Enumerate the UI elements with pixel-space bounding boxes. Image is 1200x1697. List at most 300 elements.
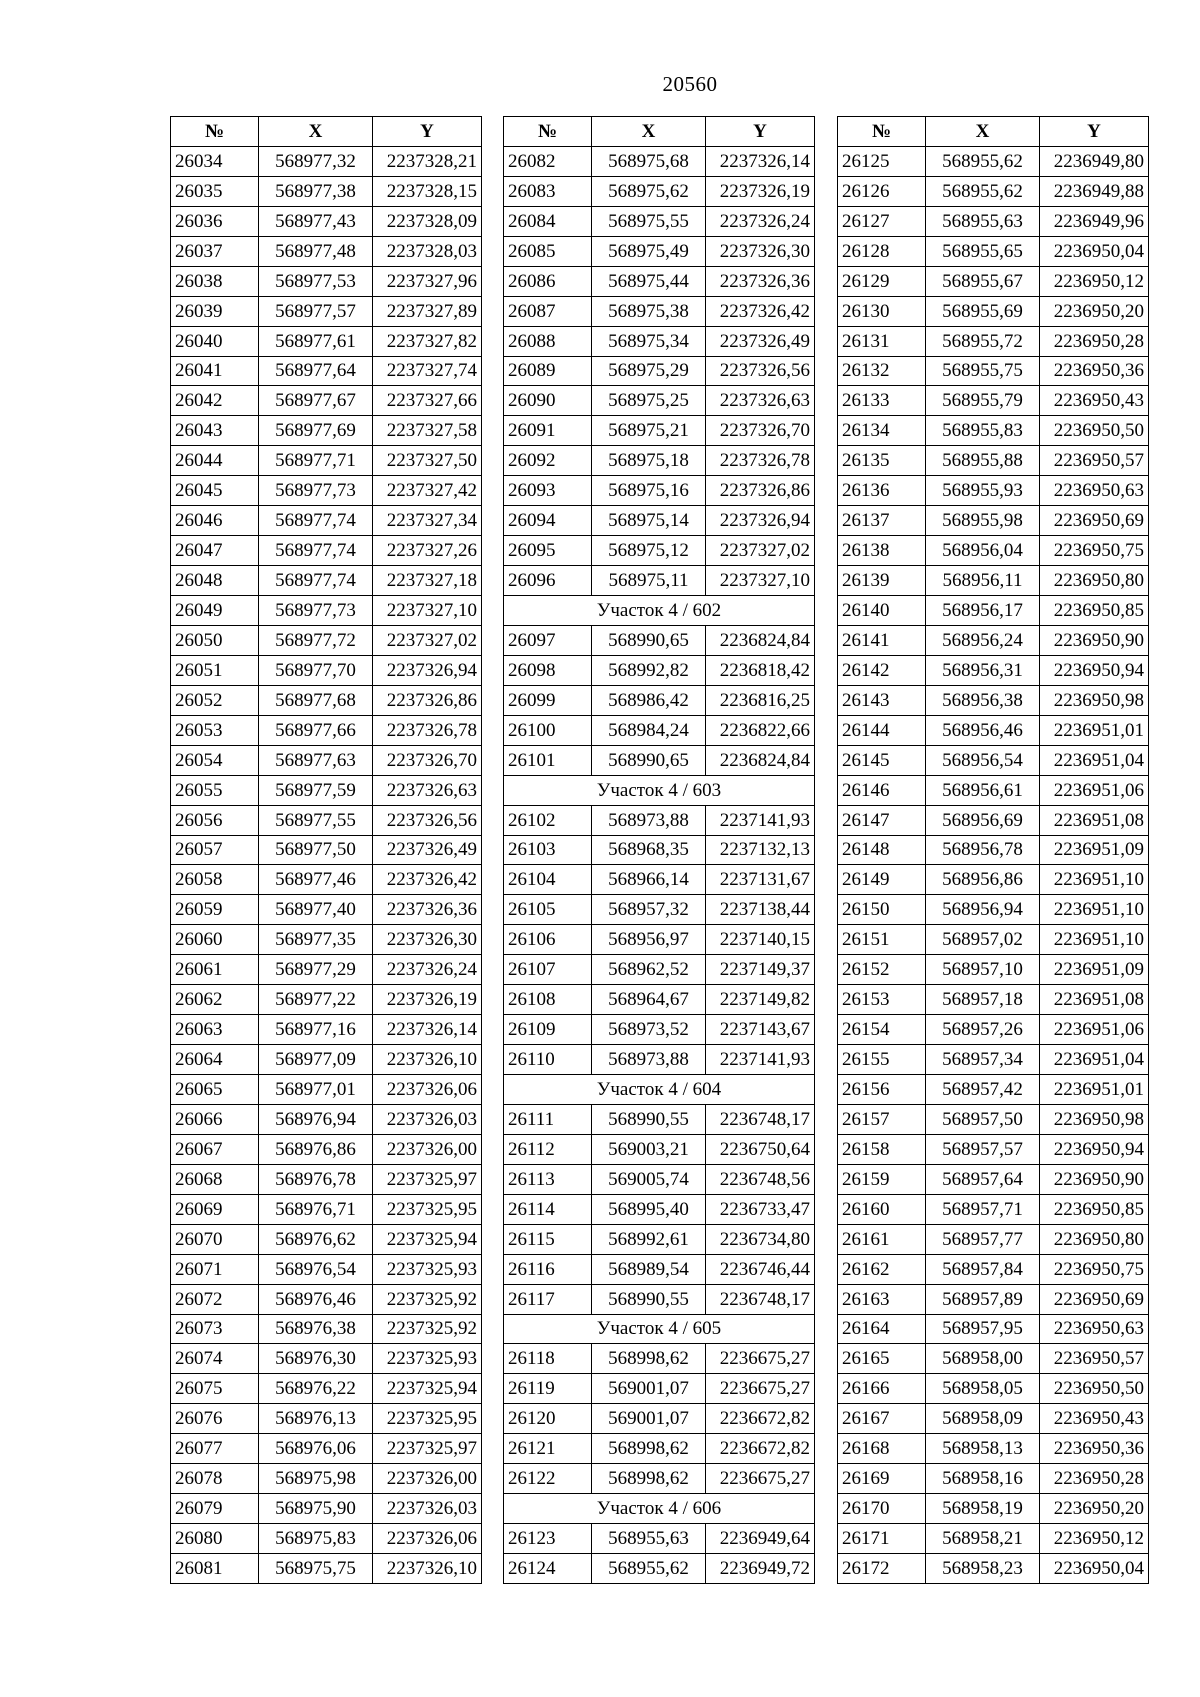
header-x: X: [592, 117, 706, 147]
table-row: [838, 685, 1149, 715]
point-number-cell: 26112: [504, 1134, 592, 1164]
point-number-cell: 26120: [504, 1404, 592, 1434]
x-coordinate-cell: 568955,69: [926, 296, 1040, 326]
table-row: [838, 625, 1149, 655]
y-coordinate-cell: 2236950,04: [1040, 236, 1149, 266]
x-coordinate-cell: 568977,48: [259, 236, 373, 266]
point-number-cell: 26118: [504, 1344, 592, 1374]
point-number-cell: 26082: [504, 146, 592, 176]
y-coordinate-cell: 2236951,04: [1040, 745, 1149, 775]
table-row: [838, 1314, 1149, 1344]
point-number-cell: 26151: [838, 925, 926, 955]
point-number-cell: 26105: [504, 895, 592, 925]
y-coordinate-cell: 2236950,28: [1040, 326, 1149, 356]
y-coordinate-cell: 2236950,43: [1040, 386, 1149, 416]
x-coordinate-cell: 568998,62: [592, 1434, 706, 1464]
x-coordinate-cell: 568955,79: [926, 386, 1040, 416]
table-row: [171, 326, 482, 356]
table-row: [504, 715, 815, 745]
y-coordinate-cell: 2237326,03: [373, 1494, 482, 1524]
point-number-cell: 26058: [171, 865, 259, 895]
x-coordinate-cell: 568955,62: [926, 176, 1040, 206]
table-row: [838, 745, 1149, 775]
table-row: [504, 566, 815, 596]
x-coordinate-cell: 568973,88: [592, 1045, 706, 1075]
x-coordinate-cell: 568955,88: [926, 446, 1040, 476]
point-number-cell: 26066: [171, 1104, 259, 1134]
point-number-cell: 26171: [838, 1524, 926, 1554]
point-number-cell: 26124: [504, 1554, 592, 1584]
x-coordinate-cell: 568957,77: [926, 1224, 1040, 1254]
point-number-cell: 26049: [171, 596, 259, 626]
y-coordinate-cell: 2236951,09: [1040, 955, 1149, 985]
table-row: [171, 655, 482, 685]
x-coordinate-cell: 568957,95: [926, 1314, 1040, 1344]
point-number-cell: 26160: [838, 1194, 926, 1224]
y-coordinate-cell: 2236748,17: [706, 1104, 815, 1134]
point-number-cell: 26148: [838, 835, 926, 865]
x-coordinate-cell: 568975,11: [592, 566, 706, 596]
table-row: [171, 775, 482, 805]
table-row: [838, 1075, 1149, 1105]
x-coordinate-cell: 568973,52: [592, 1015, 706, 1045]
section-title: Участок 4 / 602: [504, 596, 815, 626]
point-number-cell: 26141: [838, 625, 926, 655]
point-number-cell: 26093: [504, 476, 592, 506]
table-row: [504, 386, 815, 416]
x-coordinate-cell: 568977,46: [259, 865, 373, 895]
table-row: [504, 1344, 815, 1374]
y-coordinate-cell: 2236746,44: [706, 1254, 815, 1284]
y-coordinate-cell: 2236950,28: [1040, 1464, 1149, 1494]
y-coordinate-cell: 2236675,27: [706, 1344, 815, 1374]
y-coordinate-cell: 2237140,15: [706, 925, 815, 955]
table-row: [504, 1164, 815, 1194]
table-row: [171, 416, 482, 446]
y-coordinate-cell: 2237326,86: [373, 685, 482, 715]
point-number-cell: 26069: [171, 1194, 259, 1224]
y-coordinate-cell: 2237326,94: [706, 506, 815, 536]
table-row: [504, 895, 815, 925]
point-number-cell: 26114: [504, 1194, 592, 1224]
point-number-cell: 26154: [838, 1015, 926, 1045]
y-coordinate-cell: 2237326,06: [373, 1524, 482, 1554]
x-coordinate-cell: 568977,74: [259, 536, 373, 566]
coordinate-table-3: [837, 116, 1149, 1584]
y-coordinate-cell: 2237325,92: [373, 1314, 482, 1344]
table-row: [838, 1284, 1149, 1314]
y-coordinate-cell: 2236951,06: [1040, 775, 1149, 805]
table-row: [171, 925, 482, 955]
x-coordinate-cell: 568975,14: [592, 506, 706, 536]
x-coordinate-cell: 568977,70: [259, 655, 373, 685]
y-coordinate-cell: 2236950,69: [1040, 506, 1149, 536]
point-number-cell: 26116: [504, 1254, 592, 1284]
x-coordinate-cell: 568977,74: [259, 566, 373, 596]
table-row: [838, 895, 1149, 925]
x-coordinate-cell: 568976,22: [259, 1374, 373, 1404]
x-coordinate-cell: 568976,13: [259, 1404, 373, 1434]
x-coordinate-cell: 568956,24: [926, 625, 1040, 655]
table-row: [171, 1434, 482, 1464]
y-coordinate-cell: 2237327,02: [706, 536, 815, 566]
table-row: [838, 1434, 1149, 1464]
point-number-cell: 26106: [504, 925, 592, 955]
point-number-cell: 26101: [504, 745, 592, 775]
table-row: [171, 1314, 482, 1344]
y-coordinate-cell: 2237328,09: [373, 206, 482, 236]
y-coordinate-cell: 2236950,63: [1040, 476, 1149, 506]
point-number-cell: 26140: [838, 596, 926, 626]
x-coordinate-cell: 568976,46: [259, 1284, 373, 1314]
y-coordinate-cell: 2237326,56: [706, 356, 815, 386]
table-row: [838, 1494, 1149, 1524]
y-coordinate-cell: 2237131,67: [706, 865, 815, 895]
x-coordinate-cell: 568977,63: [259, 745, 373, 775]
point-number-cell: 26157: [838, 1104, 926, 1134]
x-coordinate-cell: 568975,62: [592, 176, 706, 206]
y-coordinate-cell: 2236950,98: [1040, 685, 1149, 715]
x-coordinate-cell: 568976,54: [259, 1254, 373, 1284]
y-coordinate-cell: 2237326,14: [373, 1015, 482, 1045]
point-number-cell: 26138: [838, 536, 926, 566]
y-coordinate-cell: 2236950,20: [1040, 296, 1149, 326]
y-coordinate-cell: 2236950,94: [1040, 1134, 1149, 1164]
y-coordinate-cell: 2236950,57: [1040, 1344, 1149, 1374]
x-coordinate-cell: 568976,94: [259, 1104, 373, 1134]
x-coordinate-cell: 568977,43: [259, 206, 373, 236]
point-number-cell: 26129: [838, 266, 926, 296]
point-number-cell: 26156: [838, 1075, 926, 1105]
point-number-cell: 26104: [504, 865, 592, 895]
y-coordinate-cell: 2236750,64: [706, 1134, 815, 1164]
x-coordinate-cell: 568956,46: [926, 715, 1040, 745]
x-coordinate-cell: 568976,62: [259, 1224, 373, 1254]
point-number-cell: 26051: [171, 655, 259, 685]
header-y: Y: [373, 117, 482, 147]
point-number-cell: 26165: [838, 1344, 926, 1374]
point-number-cell: 26087: [504, 296, 592, 326]
x-coordinate-cell: 568977,32: [259, 146, 373, 176]
header-num: №: [504, 117, 592, 147]
x-coordinate-cell: 568958,05: [926, 1374, 1040, 1404]
point-number-cell: 26045: [171, 476, 259, 506]
table-row: [838, 1015, 1149, 1045]
table-row: [504, 805, 815, 835]
x-coordinate-cell: 569001,07: [592, 1404, 706, 1434]
y-coordinate-cell: 2237326,42: [373, 865, 482, 895]
x-coordinate-cell: 568995,40: [592, 1194, 706, 1224]
point-number-cell: 26110: [504, 1045, 592, 1075]
y-coordinate-cell: 2236950,36: [1040, 1434, 1149, 1464]
x-coordinate-cell: 568977,57: [259, 296, 373, 326]
y-coordinate-cell: 2236675,27: [706, 1374, 815, 1404]
point-number-cell: 26081: [171, 1554, 259, 1584]
header-x: X: [926, 117, 1040, 147]
table-row: [504, 1045, 815, 1075]
y-coordinate-cell: 2236951,01: [1040, 1075, 1149, 1105]
point-number-cell: 26130: [838, 296, 926, 326]
y-coordinate-cell: 2237327,74: [373, 356, 482, 386]
point-number-cell: 26083: [504, 176, 592, 206]
section-row: [504, 1314, 815, 1344]
x-coordinate-cell: 568977,40: [259, 895, 373, 925]
point-number-cell: 26122: [504, 1464, 592, 1494]
point-number-cell: 26084: [504, 206, 592, 236]
y-coordinate-cell: 2237326,78: [373, 715, 482, 745]
point-number-cell: 26061: [171, 955, 259, 985]
table-row: [171, 1464, 482, 1494]
point-number-cell: 26096: [504, 566, 592, 596]
x-coordinate-cell: 568956,78: [926, 835, 1040, 865]
table-row: [171, 895, 482, 925]
table-row: [171, 745, 482, 775]
point-number-cell: 26094: [504, 506, 592, 536]
y-coordinate-cell: 2237326,24: [373, 955, 482, 985]
x-coordinate-cell: 568957,34: [926, 1045, 1040, 1075]
x-coordinate-cell: 568955,75: [926, 356, 1040, 386]
table-row: [838, 835, 1149, 865]
point-number-cell: 26040: [171, 326, 259, 356]
point-number-cell: 26111: [504, 1104, 592, 1134]
y-coordinate-cell: 2236951,10: [1040, 865, 1149, 895]
table-row: [838, 985, 1149, 1015]
point-number-cell: 26143: [838, 685, 926, 715]
y-coordinate-cell: 2237325,94: [373, 1224, 482, 1254]
y-coordinate-cell: 2236748,17: [706, 1284, 815, 1314]
point-number-cell: 26137: [838, 506, 926, 536]
x-coordinate-cell: 568956,97: [592, 925, 706, 955]
table-row: [504, 955, 815, 985]
y-coordinate-cell: 2236951,09: [1040, 835, 1149, 865]
point-number-cell: 26062: [171, 985, 259, 1015]
point-number-cell: 26085: [504, 236, 592, 266]
point-number-cell: 26155: [838, 1045, 926, 1075]
x-coordinate-cell: 568958,21: [926, 1524, 1040, 1554]
y-coordinate-cell: 2236950,43: [1040, 1404, 1149, 1434]
x-coordinate-cell: 568958,13: [926, 1434, 1040, 1464]
x-coordinate-cell: 568975,49: [592, 236, 706, 266]
y-coordinate-cell: 2237328,03: [373, 236, 482, 266]
section-title: Участок 4 / 603: [504, 775, 815, 805]
table-row: [504, 865, 815, 895]
x-coordinate-cell: 568956,38: [926, 685, 1040, 715]
point-number-cell: 26057: [171, 835, 259, 865]
point-number-cell: 26078: [171, 1464, 259, 1494]
table-row: [504, 356, 815, 386]
table-row: [171, 1374, 482, 1404]
x-coordinate-cell: 568977,71: [259, 446, 373, 476]
y-coordinate-cell: 2237327,58: [373, 416, 482, 446]
point-number-cell: 26108: [504, 985, 592, 1015]
table-row: [838, 1374, 1149, 1404]
x-coordinate-cell: 568977,53: [259, 266, 373, 296]
table-row: [171, 206, 482, 236]
table-row: [171, 1104, 482, 1134]
table-header-row: [838, 117, 1149, 147]
x-coordinate-cell: 568977,16: [259, 1015, 373, 1045]
y-coordinate-cell: 2236950,94: [1040, 655, 1149, 685]
table-row: [504, 1404, 815, 1434]
table-row: [504, 1254, 815, 1284]
table-row: [504, 1194, 815, 1224]
table-row: [504, 925, 815, 955]
table-row: [171, 1194, 482, 1224]
x-coordinate-cell: 568957,89: [926, 1284, 1040, 1314]
table-row: [171, 446, 482, 476]
point-number-cell: 26086: [504, 266, 592, 296]
point-number-cell: 26128: [838, 236, 926, 266]
point-number-cell: 26064: [171, 1045, 259, 1075]
x-coordinate-cell: 568975,25: [592, 386, 706, 416]
point-number-cell: 26056: [171, 805, 259, 835]
x-coordinate-cell: 568977,59: [259, 775, 373, 805]
point-number-cell: 26067: [171, 1134, 259, 1164]
point-number-cell: 26103: [504, 835, 592, 865]
y-coordinate-cell: 2237326,06: [373, 1075, 482, 1105]
y-coordinate-cell: 2237326,42: [706, 296, 815, 326]
table-row: [171, 476, 482, 506]
section-row: [504, 775, 815, 805]
x-coordinate-cell: 568958,16: [926, 1464, 1040, 1494]
coordinate-table-1: [170, 116, 482, 1584]
x-coordinate-cell: 568955,83: [926, 416, 1040, 446]
y-coordinate-cell: 2237326,00: [373, 1464, 482, 1494]
point-number-cell: 26079: [171, 1494, 259, 1524]
point-number-cell: 26098: [504, 655, 592, 685]
point-number-cell: 26147: [838, 805, 926, 835]
table-row: [171, 506, 482, 536]
point-number-cell: 26095: [504, 536, 592, 566]
table-row: [838, 865, 1149, 895]
point-number-cell: 26088: [504, 326, 592, 356]
x-coordinate-cell: 568957,10: [926, 955, 1040, 985]
x-coordinate-cell: 568958,09: [926, 1404, 1040, 1434]
point-number-cell: 26074: [171, 1344, 259, 1374]
point-number-cell: 26075: [171, 1374, 259, 1404]
y-coordinate-cell: 2237326,03: [373, 1104, 482, 1134]
point-number-cell: 26099: [504, 685, 592, 715]
table-row: [171, 1344, 482, 1374]
point-number-cell: 26125: [838, 146, 926, 176]
table-row: [504, 506, 815, 536]
table-row: [171, 985, 482, 1015]
y-coordinate-cell: 2237327,89: [373, 296, 482, 326]
table-row: [838, 236, 1149, 266]
y-coordinate-cell: 2237325,92: [373, 1284, 482, 1314]
y-coordinate-cell: 2236950,75: [1040, 1254, 1149, 1284]
point-number-cell: 26060: [171, 925, 259, 955]
x-coordinate-cell: 568968,35: [592, 835, 706, 865]
y-coordinate-cell: 2237325,93: [373, 1344, 482, 1374]
point-number-cell: 26053: [171, 715, 259, 745]
table-row: [171, 236, 482, 266]
x-coordinate-cell: 568957,64: [926, 1164, 1040, 1194]
y-coordinate-cell: 2236951,10: [1040, 895, 1149, 925]
x-coordinate-cell: 568977,22: [259, 985, 373, 1015]
y-coordinate-cell: 2236824,84: [706, 625, 815, 655]
table-row: [838, 1254, 1149, 1284]
y-coordinate-cell: 2236949,64: [706, 1524, 815, 1554]
point-number-cell: 26038: [171, 266, 259, 296]
point-number-cell: 26048: [171, 566, 259, 596]
x-coordinate-cell: 568992,82: [592, 655, 706, 685]
table-row: [838, 925, 1149, 955]
table-row: [171, 176, 482, 206]
x-coordinate-cell: 568962,52: [592, 955, 706, 985]
x-coordinate-cell: 568992,61: [592, 1224, 706, 1254]
table-row: [838, 566, 1149, 596]
header-y: Y: [1040, 117, 1149, 147]
y-coordinate-cell: 2237326,78: [706, 446, 815, 476]
point-number-cell: 26119: [504, 1374, 592, 1404]
x-coordinate-cell: 568956,69: [926, 805, 1040, 835]
x-coordinate-cell: 568957,42: [926, 1075, 1040, 1105]
x-coordinate-cell: 568975,16: [592, 476, 706, 506]
y-coordinate-cell: 2236818,42: [706, 655, 815, 685]
y-coordinate-cell: 2237327,10: [706, 566, 815, 596]
x-coordinate-cell: 569005,74: [592, 1164, 706, 1194]
table-row: [504, 835, 815, 865]
point-number-cell: 26117: [504, 1284, 592, 1314]
table-row: [838, 1194, 1149, 1224]
table-row: [838, 1404, 1149, 1434]
y-coordinate-cell: 2236950,69: [1040, 1284, 1149, 1314]
y-coordinate-cell: 2236822,66: [706, 715, 815, 745]
y-coordinate-cell: 2236672,82: [706, 1404, 815, 1434]
x-coordinate-cell: 568975,90: [259, 1494, 373, 1524]
point-number-cell: 26035: [171, 176, 259, 206]
x-coordinate-cell: 568976,86: [259, 1134, 373, 1164]
table-row: [504, 1224, 815, 1254]
x-coordinate-cell: 568955,72: [926, 326, 1040, 356]
point-number-cell: 26037: [171, 236, 259, 266]
table-row: [504, 206, 815, 236]
header-num: №: [838, 117, 926, 147]
x-coordinate-cell: 568975,75: [259, 1554, 373, 1584]
table-row: [838, 536, 1149, 566]
table-row: [171, 566, 482, 596]
table-row: [171, 865, 482, 895]
header-x: X: [259, 117, 373, 147]
y-coordinate-cell: 2236949,72: [706, 1554, 815, 1584]
y-coordinate-cell: 2236950,63: [1040, 1314, 1149, 1344]
table-header-row: [171, 117, 482, 147]
table-header-row: [504, 117, 815, 147]
table-row: [838, 416, 1149, 446]
table-row: [838, 1134, 1149, 1164]
table-row: [171, 1075, 482, 1105]
table-row: [171, 1224, 482, 1254]
table-row: [838, 1224, 1149, 1254]
table-row: [504, 146, 815, 176]
coordinate-table-2: [503, 116, 815, 1584]
point-number-cell: 26146: [838, 775, 926, 805]
table-row: [171, 596, 482, 626]
point-number-cell: 26063: [171, 1015, 259, 1045]
y-coordinate-cell: 2237138,44: [706, 895, 815, 925]
point-number-cell: 26055: [171, 775, 259, 805]
point-number-cell: 26149: [838, 865, 926, 895]
point-number-cell: 26042: [171, 386, 259, 416]
y-coordinate-cell: 2236950,57: [1040, 446, 1149, 476]
y-coordinate-cell: 2237326,94: [373, 655, 482, 685]
y-coordinate-cell: 2237327,96: [373, 266, 482, 296]
x-coordinate-cell: 568990,65: [592, 745, 706, 775]
x-coordinate-cell: 568990,65: [592, 625, 706, 655]
x-coordinate-cell: 568977,55: [259, 805, 373, 835]
x-coordinate-cell: 568956,31: [926, 655, 1040, 685]
